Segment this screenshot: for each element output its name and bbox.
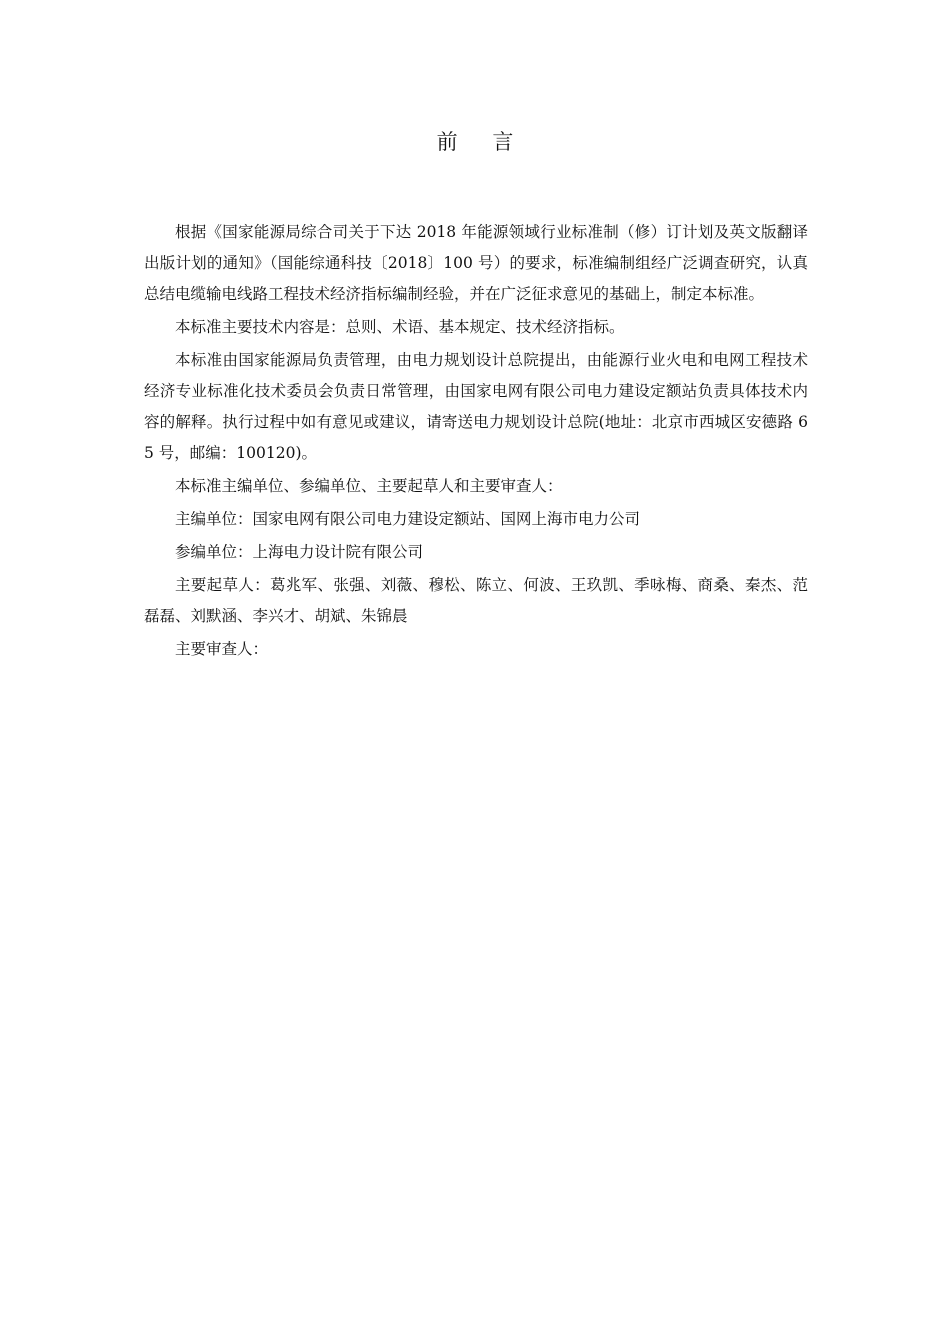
paragraph-chief-editor-units: 主编单位：国家电网有限公司电力建设定额站、国网上海市电力公司 (175, 510, 641, 528)
paragraph-main-content: 本标准主要技术内容是：总则、术语、基本规定、技术经济指标。 (175, 318, 625, 336)
paragraph-main-reviewers: 主要审查人： (175, 640, 269, 658)
page-title: 前 言 (436, 130, 528, 154)
paragraph-participating-units: 参编单位：上海电力设计院有限公司 (175, 543, 424, 561)
paragraph-basis: 根据《国家能源局综合司关于下达 2018 年能源领域行业标准制（修）订计划及英文版翻译出版计划的通知》（国能综通科技〔2018〕100 号）的要求，标准编制组经广泛调查研究，认真总结电缆输电线路工程技术经济指标编制经验，并在广泛征求意见的基础上，制定本标准。 (144, 223, 808, 303)
paragraph-contributors-intro: 本标准主编单位、参编单位、主要起草人和主要审查人： (175, 477, 563, 495)
paragraph-main-drafters: 主要起草人：葛兆军、张强、刘薇、穆松、陈立、何波、王玖凯、季咏梅、商桑、秦杰、范磊磊、刘默涵、李兴才、胡斌、朱锦晨 (144, 576, 808, 625)
paragraph-management: 本标准由国家能源局负责管理，由电力规划设计总院提出，由能源行业火电和电网工程技术经济专业标准化技术委员会负责日常管理，由国家电网有限公司电力建设定额站负责具体技术内容的解释。执行过程中如有意见或建议，请寄送电力规划设计总院(地址：北京市西城区安德路 65 号，邮编：100120)。 (144, 351, 808, 462)
document-body (144, 217, 808, 667)
